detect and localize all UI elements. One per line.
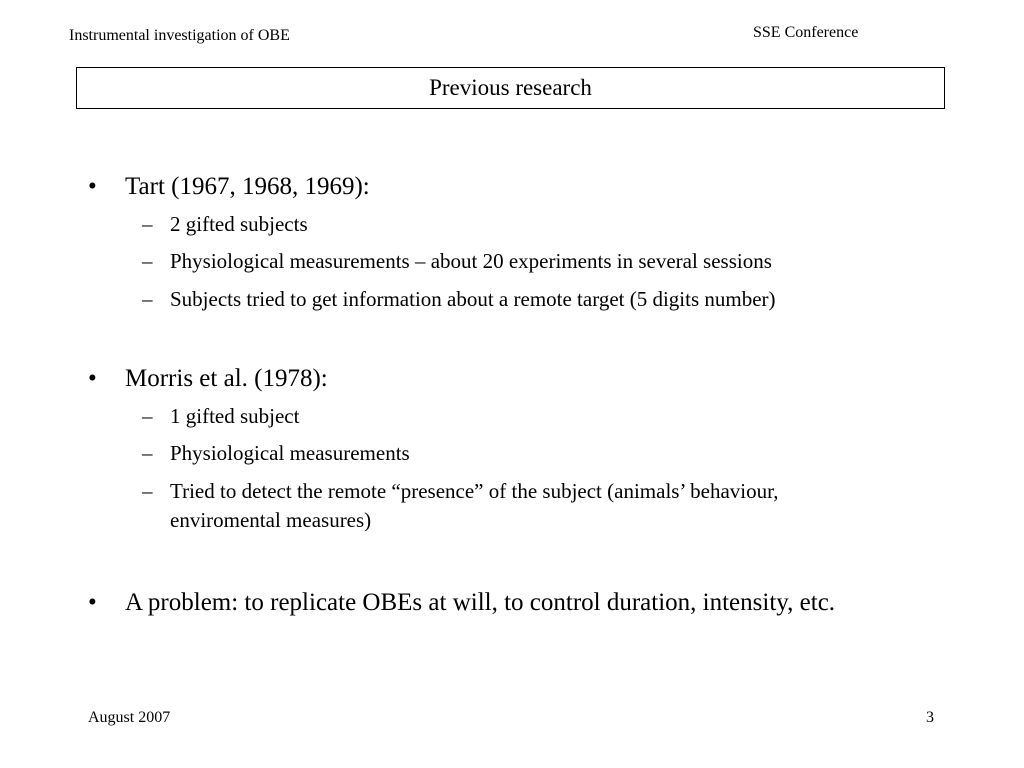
sub-bullet-text: Physiological measurements bbox=[170, 441, 410, 465]
bullet-text: A problem: to replicate OBEs at will, to control duration, intensity, etc. bbox=[125, 589, 836, 616]
bullet-text: Tart (1967, 1968, 1969): bbox=[125, 173, 370, 200]
sub-bullet-mark: – bbox=[142, 479, 153, 503]
footer-date: August 2007 bbox=[88, 709, 171, 726]
sub-bullet-text: Physiological measurements – about 20 experiments in several sessions bbox=[170, 249, 772, 273]
sub-bullet-text-continuation: enviromental measures) bbox=[170, 508, 372, 532]
sub-bullet-text: Subjects tried to get information about a remote target (5 digits number) bbox=[170, 287, 776, 311]
sub-bullet-mark: – bbox=[142, 212, 153, 236]
sub-bullet-text: Tried to detect the remote “presence” of the subject (animals’ behaviour, bbox=[170, 479, 779, 503]
bullet-text: Morris et al. (1978): bbox=[125, 365, 328, 392]
sub-bullet-mark: – bbox=[142, 249, 153, 273]
sub-bullet-mark: – bbox=[142, 404, 153, 428]
sub-bullet-text: 1 gifted subject bbox=[170, 404, 300, 428]
header-presentation-title: Instrumental investigation of OBE bbox=[69, 27, 290, 44]
sub-bullet-mark: – bbox=[142, 287, 153, 311]
bullet-mark: • bbox=[88, 589, 97, 616]
sub-bullet-text: 2 gifted subjects bbox=[170, 212, 308, 236]
footer-page-number: 3 bbox=[926, 709, 934, 726]
bullet-mark: • bbox=[88, 365, 97, 392]
sub-bullet-mark: – bbox=[142, 441, 153, 465]
slide-title: Previous research bbox=[429, 75, 592, 100]
bullet-mark: • bbox=[88, 173, 97, 200]
header-conference-name: SSE Conference bbox=[753, 24, 859, 41]
